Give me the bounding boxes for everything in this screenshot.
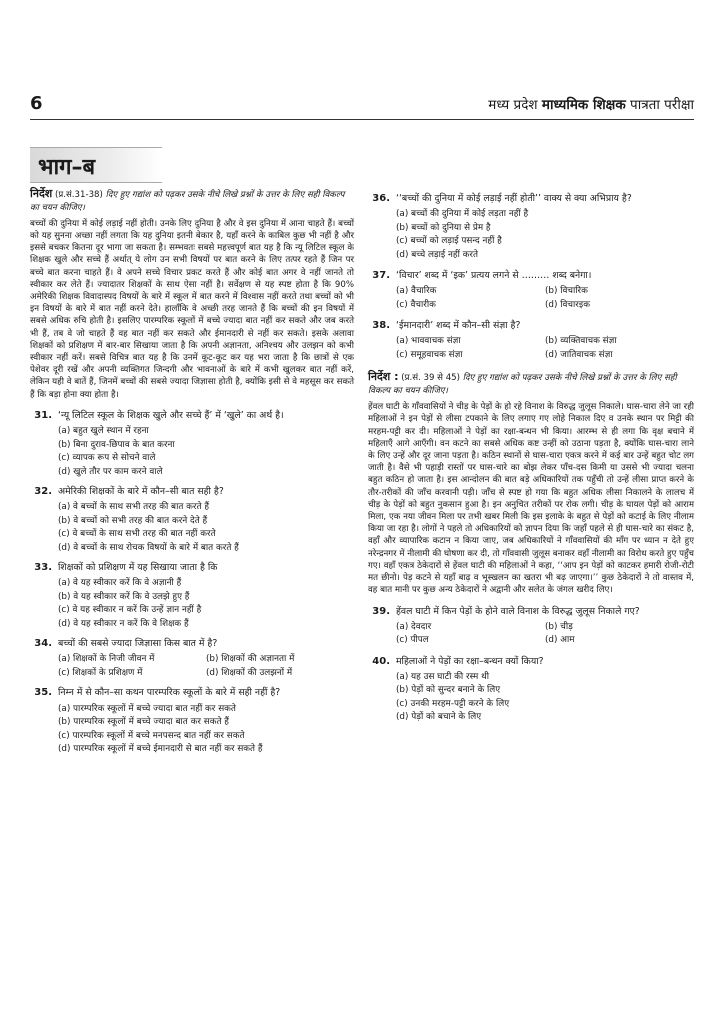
option-list (30, 425, 354, 478)
question-text: ‘विचार’ शब्द में ‘इक’ प्रत्यय लगने से ……… शब्द बनेगा। (396, 270, 592, 282)
answer-option: (a) वे यह स्वीकार करें कि वे अज्ञानी हैं (58, 578, 182, 589)
option-list (30, 577, 354, 630)
question-number: 36. (372, 193, 390, 204)
question-line (368, 269, 694, 283)
question-text: शिक्षकों को प्रशिक्षण में यह सिखाया जाता है कि (58, 562, 218, 574)
question-item (30, 637, 354, 679)
question-number: 33. (34, 562, 52, 574)
option-list (368, 335, 694, 361)
question-text: अमेरिकी शिक्षकों के बारे में कौन–सी बात सही है? (58, 485, 224, 497)
question-list-right-top (368, 192, 694, 361)
question-line (368, 655, 694, 669)
answer-option: (d) वे बच्चों के साथ रोचक विषयों के बारे में बात करते हैं (58, 542, 239, 553)
answer-option: (d) विचारइक (545, 299, 590, 310)
question-line (368, 319, 694, 333)
answer-option: (a) बहुत खुले स्थान में रहना (58, 426, 149, 437)
question-line (30, 637, 354, 651)
answer-option: (a) वे बच्चों के साथ सभी तरह की बात करते हैं (58, 502, 209, 513)
answer-option: (c) समूहवाचक संज्ञा (396, 349, 463, 360)
question-list-left (30, 409, 354, 756)
option-list (368, 671, 694, 724)
option-list (30, 703, 354, 756)
answer-option: (b) चीड़ (545, 621, 573, 632)
answer-option: (a) यह उस घाटी की रस्म थी (396, 671, 489, 682)
answer-option: (b) विचारिक (545, 286, 588, 297)
instruction-1: निर्देश (प्र.सं.31-38) दिए हुए गद्यांश को पढ़कर उसके नीचे लिखे प्रश्नों के उत्तर के लिए सही विकल्प का चयन कीजिए। (30, 187, 345, 213)
question-item (368, 655, 694, 724)
question-number: 38. (372, 320, 390, 332)
option-list (368, 208, 694, 261)
question-line (368, 192, 694, 206)
question-text: बच्चों की सबसे ज्यादा जिज्ञासा किस बात में है? (58, 638, 218, 650)
answer-option: (d) वे यह स्वीकार न करें कि वे शिक्षक हैं (58, 618, 189, 629)
right-column (368, 192, 694, 732)
answer-option: (d) पारम्परिक स्कूलों में बच्चे ईमानदारी से बात नहीं कर सकते हैं (58, 744, 263, 755)
question-number: 34. (34, 638, 52, 650)
answer-option: (b) पेड़ों को सुन्दर बनाने के लिए (396, 685, 501, 696)
answer-option: (b) व्यक्तिवाचक संज्ञा (545, 336, 617, 347)
passage-1: बच्चों की दुनिया में कोई लड़ाई नहीं होती। उनके लिए दुनिया है और वे इस दुनिया में आना चाहते हैं। बच्चों को यह सुनना अच्छा नहीं लगता कि यह दुनिया इतनी बेकार है, यहाँ करने के काबिल कुछ भी नहीं है और इससे बचकर कितना दूर भागा जा सकता है। सम्भवतः सबसे महत्त्वपूर्ण बात यह है कि न्यू लिटिल स्कूल के शिक्षक खुले और सच्चे हैं अर्थात् ये लोग उन सभी विषयों पर बात करने के लिए तत्पर रहते हैं जिन पर बच्चे बात करना चाहते हैं। वे अपने सच्चे विचार प्रकट करते हैं और कोई बात अगर वे नहीं जानते तो स्वीकार कर लेते हैं। ज्यादातर शिक्षकों के साथ ऐसा नहीं है। सर्वेक्षण से यह स्पष्ट होता है कि 90% अमेरिकी शिक्षक विवादास्पद विषयों के बारे में स्कूल में बात करने में विश्वास नहीं करते तथा बच्चों को भी इन विषयों के बारे में बात नहीं करने देते। हालाँकि वे अच्छी तरह जानते हैं कि बच्चों की इन विषयों में सबसे अधिक रुचि होती है। इसलिए पारम्परिक स्कूलों में बच्चे ज्यादा बात नहीं कर सकते और जब करते भी हैं, तब वे जो चाहते हैं वह बात नहीं कर सकते और ईमानदारी से नहीं कर सकते। इसके अलावा शिक्षकों को प्रशिक्षण में बार-बार सिखाया जाता है कि अपनी अज्ञानता, अनिश्चय और उलझन को कभी स्वीकार नहीं करें। सबसे विचित्र बात यह है कि उनमें कूट-कूट कर यह भरा जाता है कि छात्रों से एक पेशेवर दूरी रखें और अपनी व्यक्तिगत जिन्दगी और भावनाओं के बारे में कभी खुलकर बात नहीं करें, लेकिन यही वे बातें हैं, जिनमें बच्चों की सबसे ज्यादा जिज्ञासा होती है, क्योंकि इसी से वे महसूस कर सकते हैं कि बड़ा होना क्या होता है। (30, 218, 354, 400)
left-column (30, 186, 354, 763)
answer-option: (a) भाववाचक संज्ञा (396, 336, 461, 347)
answer-option: (d) जातिवाचक संज्ञा (545, 349, 613, 360)
answer-option: (b) शिक्षकों की अज्ञानता में (206, 654, 295, 665)
section-banner (30, 147, 162, 183)
answer-option: (d) शिक्षकों की उलझनों में (206, 667, 293, 678)
question-item (368, 192, 694, 261)
answer-option: (c) वे यह स्वीकार न करें कि उन्हें ज्ञान नहीं है (58, 605, 202, 616)
question-line (30, 561, 354, 575)
question-item (30, 686, 354, 755)
answer-option: (c) शिक्षकों के प्रशिक्षण में (58, 667, 143, 678)
question-item (30, 409, 354, 478)
answer-option: (d) बच्चे लड़ाई नहीं करते (396, 249, 479, 260)
question-text: ‘‘बच्चों की दुनिया में कोई लड़ाई नहीं होती’’ वाक्य से क्या अभिप्राय है? (396, 193, 632, 204)
question-item (30, 561, 354, 630)
answer-option: (b) वे बच्चों को सभी तरह की बात करने देते हैं (58, 515, 208, 526)
answer-option: (c) उनकी मरहम-पट्टी करने के लिए (396, 698, 510, 709)
question-text: हेंवल घाटी में किन पेड़ों के होने वाले विनाश के विरुद्ध जुलूस निकाले गए? (396, 605, 640, 617)
exam-title: मध्य प्रदेश माध्यमिक शिक्षक पात्रता परीक्षा (488, 97, 694, 113)
answer-option: (a) शिक्षकों के निजी जीवन में (58, 654, 155, 665)
answer-option: (c) बच्चों को लड़ाई पसन्द नहीं है (396, 236, 502, 247)
section-title: भाग–ब (38, 155, 96, 180)
page-number: 6 (30, 93, 43, 114)
question-line (368, 605, 694, 619)
answer-option: (a) बच्चों की दुनिया में कोई लड़ता नहीं है (396, 209, 529, 220)
answer-option: (d) आम (545, 635, 575, 646)
question-number: 35. (34, 687, 52, 699)
question-line (30, 409, 354, 423)
question-text: ‘न्यू लिटिल स्कूल के शिक्षक खुले और सच्चे हैं’ में ‘खुले’ का अर्थ है। (58, 409, 284, 421)
question-item (368, 319, 694, 361)
answer-option: (c) वे बच्चों के साथ सभी तरह की बात नहीं करते (58, 529, 216, 540)
question-text: महिलाओं ने पेड़ों का रक्षा–बन्धन क्यों किया? (396, 655, 544, 667)
answer-option: (d) पेड़ों को बचाने के लिए (396, 712, 482, 723)
option-list (368, 621, 694, 647)
question-number: 40. (372, 655, 390, 667)
answer-option: (b) वे यह स्वीकार करें कि वे उलझे हुए हैं (58, 591, 190, 602)
passage-2: हेंवल घाटी के गाँववासियों ने चीड़ के पेड़ों के हो रहे विनाश के विरुद्ध जुलूस निकाले। घास-चारा लेने जा रही महिलाओं ने इन पेड़ों से लीसा टपकाने के लिए लगाए गए लोहे निकाल दिए व उनके स्थान पर मिट्टी की मरहम-पट्टी कर दी। महिलाओं ने पेड़ों का रक्षा-बन्धन भी किया। आरम्भ से ही लगा कि वृक्ष बचाने में महिलाएँ आगे आएँगी। वन कटने का सबसे अधिक कष्ट उन्हीं को उठाना पड़ता है, क्योंकि घास-चारा लाने के लिए उन्हें और दूर जाना पड़ता है। कठिन स्थानों से घास-चारा एकत्र करने में कई बार उन्हें बहुत चोट लग जाती है। वैसे भी पहाड़ी रास्तों पर घास-चारे का बोझ लेकर पाँच-दस किमी या उससे भी ज्यादा चलना बहुत कठिन हो जाता है। इस आन्दोलन की बात बड़े अधिकारियों तक पहुँची तो उन्हें लीसा प्राप्त करने के तौर-तरीकों की जाँच करवानी पड़ी। जाँच से स्पष्ट हो गया कि बहुत अधिक लीसा निकालने के लालच में चीड़ के पेड़ों को बहुत नुकसान हुआ है। इन अनुचित तरीकों पर रोक लगी। चीड़ के घायल पेड़ों को आराम मिला, एक नया जीवन मिला पर तभी खबर मिली कि इस इलाके के बहुत से पेड़ों को कटाई के लिए नीलाम किया जा रहा है। लोगों ने पहले तो अधिकारियों को ज्ञापन दिया कि जहाँ पहले से ही घास-चारे का संकट है, वहाँ और व्यापारिक कटान न किया जाए, जब अधिकारियों ने गाँववासियों की माँग पर ध्यान न देते हुए नरेन्द्रनगर में नीलामी की घोषणा कर दी, तो गाँववासी जुलूस बनाकर वहाँ नीलामी का विरोध करते हुए पहुँच गए। वहाँ एकत्र ठेकेदारों से हेंवल घाटी की महिलाओं ने कहा, ‘‘आप इन पेड़ों को काटकर हमारी रोजी-रोटी मत छीनो। पेड़ कटने से यहाँ बाढ़ व भूस्खलन का खतरा भी बढ़ जाएगा।’’ कुछ ठेकेदारों ने तो वास्तव में, वह बात मानी पर कुछ अन्य ठेकेदारों ने अद्वानी और सलेत के जंगल खरीद लिए। (368, 402, 694, 596)
question-line (30, 485, 354, 499)
question-list-right-bottom (368, 605, 694, 724)
answer-option: (a) देवदार (396, 621, 432, 632)
question-item (368, 269, 694, 311)
question-item (30, 485, 354, 554)
answer-option: (c) पारम्परिक स्कूलों में बच्चे मनपसन्द बात नहीं कर सकते (58, 730, 245, 741)
answer-option: (d) खुले तौर पर काम करने वाले (58, 466, 163, 477)
question-number: 31. (34, 409, 52, 421)
answer-option: (b) बिना दुराव-छिपाव के बात करना (58, 439, 175, 450)
answer-option: (a) वैचारिक (396, 286, 437, 297)
answer-option: (c) पीपल (396, 635, 429, 646)
question-line (30, 686, 354, 700)
instruction-2: निर्देश : (प्र.सं. 39 से 45) दिए हुए गद्यांश को पढ़कर उसके नीचे लिखे प्रश्नों के उत्तर के लिए सही विकल्प का चयन कीजिए। (368, 370, 677, 397)
answer-option: (c) वैचारीक (396, 299, 436, 310)
option-list (368, 285, 694, 311)
option-list (30, 501, 354, 554)
question-text: निम्न में से कौन–सा कथन पारम्परिक स्कूलों के बारे में सही नहीं है? (58, 687, 281, 699)
question-item (368, 605, 694, 647)
header-rule (30, 119, 694, 120)
page-header (30, 93, 694, 115)
question-number: 37. (372, 270, 390, 282)
answer-option: (c) व्यापक रूप से सोचने वाले (58, 453, 156, 464)
question-number: 39. (372, 605, 390, 617)
question-text: ‘ईमानदारी’ शब्द में कौन–सी संज्ञा है? (396, 320, 521, 332)
answer-option: (b) पारम्परिक स्कूलों में बच्चे ज्यादा बात कर सकते हैं (58, 717, 229, 728)
option-list (30, 653, 354, 679)
answer-option: (a) पारम्परिक स्कूलों में बच्चे ज्यादा बात नहीं कर सकते (58, 703, 236, 714)
answer-option: (b) बच्चों को दुनिया से प्रेम है (396, 222, 491, 233)
question-number: 32. (34, 485, 52, 497)
